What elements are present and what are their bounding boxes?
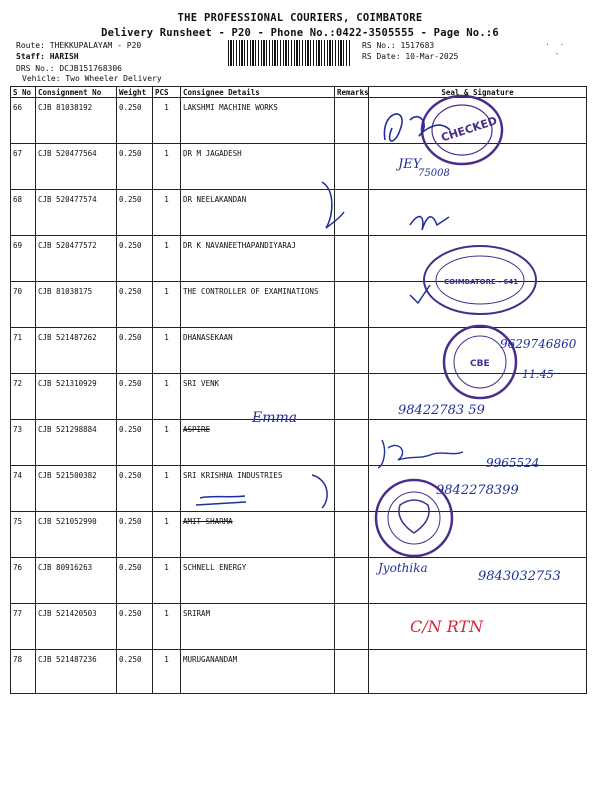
company-title: THE PROFESSIONAL COURIERS, COIMBATORE [177,12,423,24]
seal-signature [369,236,587,282]
table-row [11,512,587,558]
hw-row72: 9629746860 [500,337,577,351]
table-row [11,282,587,328]
pcs: 1 [153,282,181,328]
remarks [335,190,369,236]
sno: 73 [11,420,36,466]
table-row [11,420,587,466]
consignment-no: CJB 521052990 [36,512,117,558]
consignment-no: CJB 520477574 [36,190,117,236]
table-row [11,558,587,604]
consignee: DR K NAVANEETHAPANDIYARAJ [181,236,335,282]
pcs: 1 [153,98,181,144]
remarks [335,604,369,650]
weight: 0.250 [117,190,153,236]
remarks [335,650,369,694]
col-pcs: PCS [153,87,181,98]
col-seal: Seal & Signature [369,87,587,98]
seal-signature [369,420,587,466]
sno: 70 [11,282,36,328]
col-weight: Weight [117,87,153,98]
remarks [335,328,369,374]
table-row [11,650,587,694]
seal-signature [369,282,587,328]
pcs: 1 [153,144,181,190]
weight: 0.250 [117,282,153,328]
seal-signature [369,466,587,512]
sno: 74 [11,466,36,512]
sno: 75 [11,512,36,558]
table-row [11,328,587,374]
hw-row77: Jyothika [378,561,428,575]
consignee: SRIRAM [181,604,335,650]
sno: 67 [11,144,36,190]
consignee: DR M JAGADESH [181,144,335,190]
hw-row78: C/N RTN [410,617,484,636]
pcs: 1 [153,420,181,466]
hw-row73b: 98422783 59 [398,403,485,418]
consignee: DHANASEKAAN [181,328,335,374]
consignment-no: CJB 520477564 [36,144,117,190]
col-consignee: Consignee Details [181,87,335,98]
pcs: 1 [153,236,181,282]
sno: 71 [11,328,36,374]
table-header-row [11,87,587,98]
runsheet-subtitle: Delivery Runsheet - P20 - Phone No.:0422-3505555 - Page No.:6 [101,27,499,39]
weight: 0.250 [117,236,153,282]
sno: 66 [11,98,36,144]
hw-row72b: 11:45 [522,368,554,381]
consignment-no: CJB 521310929 [36,374,117,420]
seal-signature [369,144,587,190]
weight: 0.250 [117,98,153,144]
remarks [335,420,369,466]
seal-signature [369,512,587,558]
sno: 76 [11,558,36,604]
seal-signature [369,328,587,374]
consignee: THE CONTROLLER OF EXAMINATIONS [181,282,335,328]
consignee: SCHNELL ENERGY [181,558,335,604]
stamp-checked-text: CHECKED [439,114,499,145]
pcs: 1 [153,190,181,236]
table-row [11,604,587,650]
consignment-no: CJB 81038192 [36,98,117,144]
col-sno: S No [11,87,36,98]
rs-number: RS No.: 1517683 [362,41,435,50]
route-label: Route: THEKKUPALAYAM - P20 [16,41,142,50]
weight: 0.250 [117,512,153,558]
pcs: 1 [153,512,181,558]
stamp-cbe-text: CBE [470,359,490,369]
hw-row77b: 9843032753 [478,569,561,584]
remarks [335,236,369,282]
sno: 69 [11,236,36,282]
hw-row75: 9842278399 [436,483,519,498]
sno: 77 [11,604,36,650]
staff-label: Staff: HARISH [16,52,79,61]
pcs: 1 [153,558,181,604]
table-row [11,190,587,236]
pcs: 1 [153,466,181,512]
consignment-no: CJB 521500382 [36,466,117,512]
seal-signature [369,374,587,420]
weight: 0.250 [117,604,153,650]
consignee: LAKSHMI MACHINE WORKS [181,98,335,144]
consignee: SRI KRISHNA INDUSTRIES [181,466,335,512]
weight: 0.250 [117,466,153,512]
consignment-no: CJB 80916263 [36,558,117,604]
consignee: MURUGANANDAM [181,650,335,694]
table-row [11,374,587,420]
seal-signature [369,604,587,650]
pcs: 1 [153,328,181,374]
weight: 0.250 [117,420,153,466]
pcs: 1 [153,650,181,694]
remarks [335,282,369,328]
remarks [335,558,369,604]
sno: 72 [11,374,36,420]
consignment-no: CJB 521487236 [36,650,117,694]
vehicle-label: Vehicle: Two Wheeler Delivery [22,74,162,83]
hw-row74b: 9965524 [486,456,540,470]
pcs: 1 [153,374,181,420]
consignment-no: CJB 81038175 [36,282,117,328]
col-consignment: Consignment No [36,87,117,98]
sno: 68 [11,190,36,236]
remarks [335,374,369,420]
consignment-no: CJB 521298884 [36,420,117,466]
remarks [335,466,369,512]
seal-signature [369,650,587,694]
hw-row67b: 75008 [418,168,450,179]
consignment-no: CJB 520477572 [36,236,117,282]
consignment-no: CJB 521487262 [36,328,117,374]
pcs: 1 [153,604,181,650]
col-remarks: Remarks [335,87,369,98]
table-row [11,98,587,144]
runsheet-table [10,86,587,694]
stamp-coimbatore-text: COIMBATORE - 641 [444,278,519,286]
barcode [228,40,350,66]
remarks [335,98,369,144]
weight: 0.250 [117,374,153,420]
scan-marks: · · - [545,40,565,58]
weight: 0.250 [117,144,153,190]
consignee: AMIT SHARMA [181,512,335,558]
hw-row73: Emma [252,410,298,426]
weight: 0.250 [117,650,153,694]
seal-signature [369,98,587,144]
hw-row67: JEY [398,157,422,172]
consignee: SRI VENK [181,374,335,420]
consignee: DR NEELAKANDAN [181,190,335,236]
consignment-no: CJB 521420503 [36,604,117,650]
remarks [335,144,369,190]
remarks [335,512,369,558]
sno: 78 [11,650,36,694]
seal-signature [369,558,587,604]
table-row [11,236,587,282]
rs-date: RS Date: 10-Mar-2025 [362,52,459,61]
table-row [11,144,587,190]
seal-signature [369,190,587,236]
consignee: ASPIRE [181,420,335,466]
drs-label: DRS No.: DCJB151768306 [16,64,122,73]
weight: 0.250 [117,558,153,604]
weight: 0.250 [117,328,153,374]
table-row [11,466,587,512]
